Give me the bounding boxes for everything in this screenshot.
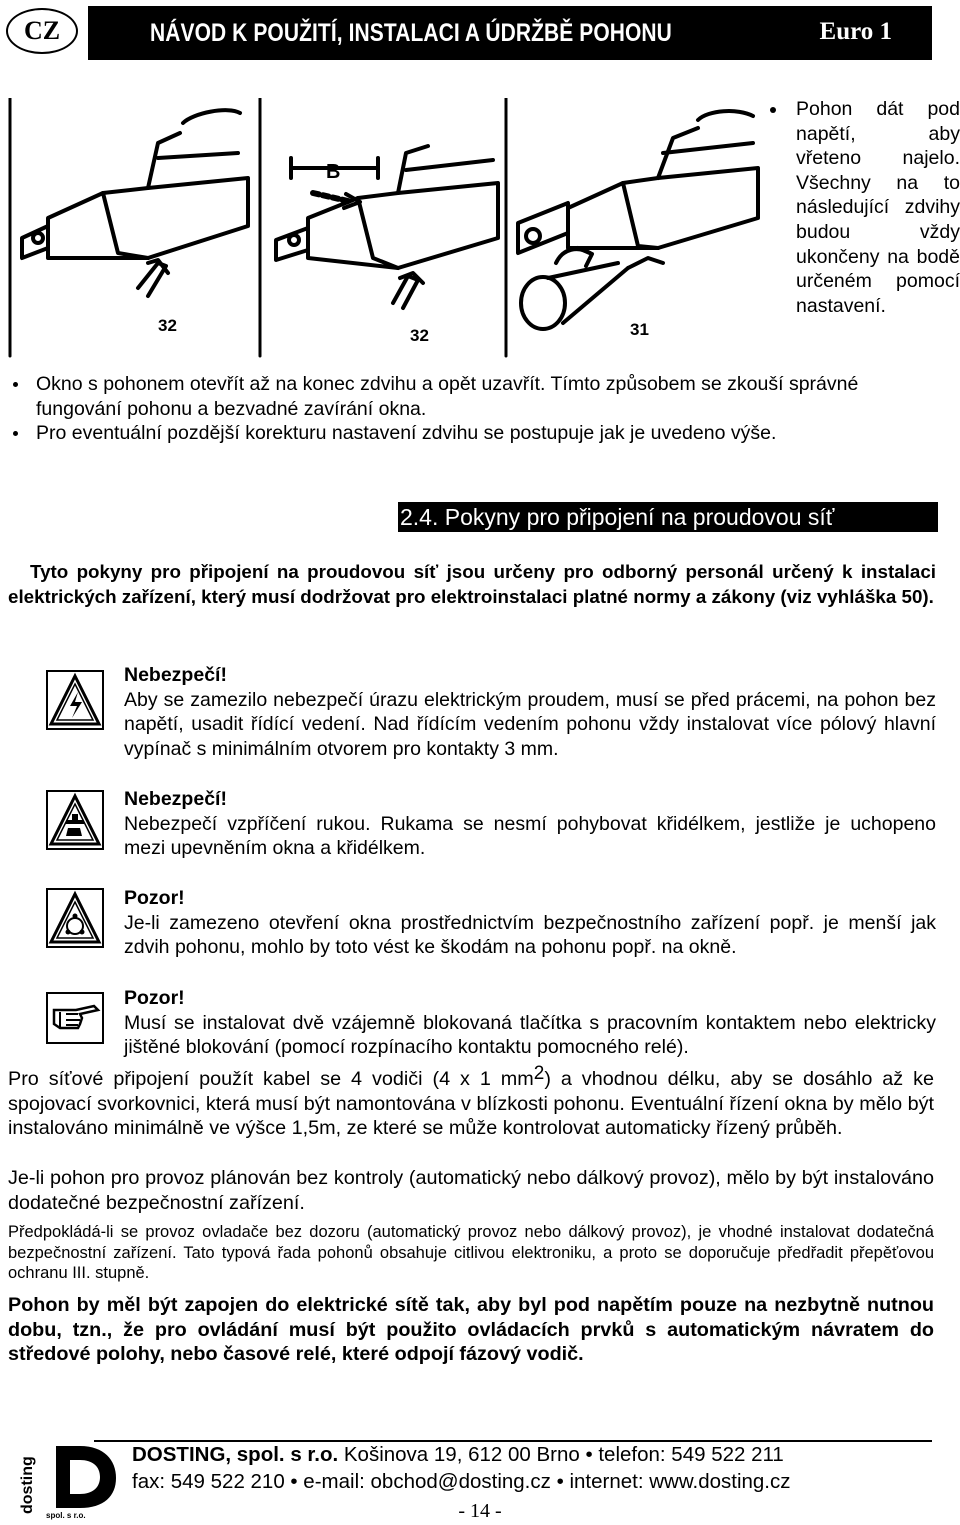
- distance-label-b: B: [326, 161, 341, 183]
- actuator-drawing: [8, 98, 760, 360]
- footer-company: DOSTING, spol. s r.o.: [132, 1443, 339, 1466]
- damage-warning-icon: [46, 888, 104, 948]
- cable-paragraph: [8, 1063, 934, 1141]
- warning-text: Je-li zamezeno otevření okna prostřednictvím bezpečnostního zařízení popř. je menší jak zdvih pohonu, mohlo by toto vést ke škodám na pohonu popř. na okně.: [124, 911, 936, 959]
- warning-title: Nebezpečí!: [124, 664, 227, 686]
- bullet-text: Okno s pohonem otevřít až na konec zdvihu a opět uzavřít. Tímto způsobem se zkouší správné fungování pohonu a bezvadné zavírání okna.: [36, 373, 859, 420]
- logo-wordmark: dosting: [19, 1456, 36, 1514]
- part-label-32b: 32: [410, 326, 429, 345]
- header-bar: [88, 6, 932, 60]
- power-connection-paragraph: Pohon by měl být zapojen do elektrické sítě tak, aby byl pod napětím pouze na nezbytně nutnou dobu, tzn., že pro ovládání musí být použito ovládacích prvků s automatickým návratem do středové polohy, nebo časové relé, které odpojí fázový vodič.: [8, 1294, 934, 1365]
- surge-protection-paragraph: Předpokládá-li se provoz ovladače bez dozoru (automatický provoz nebo dálkový provoz), je vhodné instalovat dodatečná bezpečnostní zařízení. Tato typová řada pohonů obsahuje citlivou elektroniku, a proto se doporučuje předřadit přepěťovou ochranu III. stupně.: [8, 1223, 934, 1282]
- section-heading: 2.4. Pokyny pro připojení na proudovou síť: [398, 502, 938, 532]
- warning-text: Musí se instalovat dvě vzájemně blokovaná tlačítka s pracovním kontaktem nebo elektricky jištěné blokování (pomocí rozpínacího kontaktu pomocného relé).: [124, 1011, 936, 1059]
- part-label-31: 31: [630, 320, 649, 339]
- right-bullet-text: Pohon dát pod napětí, aby vřeteno najelo. Všechny na to následující zdvihy budou vždy ukončeny na bodě určeném pomocí nastavení.: [796, 98, 960, 317]
- footer-address: [132, 1443, 784, 1467]
- bullet-dot: [13, 431, 18, 436]
- warning-title: Nebezpečí!: [124, 788, 227, 810]
- document-title: NÁVOD K POUŽITÍ, INSTALACI A ÚDRŽBĚ POHONU: [150, 19, 672, 47]
- product-model: Euro 1: [819, 18, 892, 45]
- bullet-dot: [13, 382, 18, 387]
- bullet-item-1: [36, 372, 936, 421]
- footer-rule: [94, 1440, 932, 1442]
- right-bullet: [770, 97, 960, 318]
- warning-electric: [124, 663, 936, 761]
- logo-subtitle: spol. s r.o.: [46, 1511, 86, 1520]
- bullet-item-2: [36, 421, 936, 446]
- footer-contact: fax: 549 522 210 • e-mail: obchod@dosting.cz • internet: www.dosting.cz: [132, 1470, 791, 1493]
- actuator-unit-2: [276, 146, 498, 308]
- actuator-unit-3: [518, 111, 758, 329]
- warning-interlock: [124, 986, 936, 1060]
- pointing-hand-icon: [46, 992, 104, 1044]
- part-label-32a: 32: [158, 316, 177, 335]
- warning-text: Nebezpečí vzpříčení rukou. Rukama se nesmí pohybovat křidélkem, jestliže je uchopeno mezi upevněním okna a křidélkem.: [124, 812, 936, 860]
- bullet-text: Pro eventuální pozdější korekturu nastavení zdvihu se postupuje jak je uvedeno výše.: [36, 422, 777, 444]
- page-number: - 14 -: [458, 1500, 502, 1522]
- footer-address-text: Košinova 19, 612 00 Brno • telefon: 549 522 211: [338, 1443, 784, 1466]
- cable-text-a: Pro síťové připojení použít kabel se 4 vodiči (4 x 1 mm: [8, 1068, 534, 1090]
- language-code: CZ: [23, 16, 61, 45]
- warning-text: Aby se zamezilo nebezpečí úrazu elektrickým proudem, musí se před prácemi, na pohon bez napětí, usadit řídící vedení. Nad řídícím vedením pohonu vždy instalovat více pólový hlavní vypínač s minimálním otvorem pro kontakty 3 mm.: [124, 688, 936, 760]
- warning-title: Pozor!: [124, 887, 185, 909]
- hand-crush-icon: [46, 790, 104, 850]
- bullet-dot: [770, 107, 776, 113]
- language-badge: [6, 8, 78, 54]
- warning-hand-crush: [124, 787, 936, 861]
- electric-hazard-icon: [46, 670, 104, 730]
- cable-text-b: ) a vhodnou délku, aby se dosáhlo až ke spojovací svorkovnici, která musí být namontována v blízkosti pohonu. Eventuální řízení okna by mělo být instalováno minimálně ve výšce 1,5m, ze které se může kontrolovat automaticky řízený průběh.: [8, 1068, 934, 1139]
- cable-superscript: 2: [533, 1063, 545, 1084]
- warning-title: Pozor!: [124, 987, 185, 1009]
- warning-damage: [124, 886, 936, 960]
- actuator-adjustment-figure: [8, 98, 760, 360]
- intro-paragraph: [8, 560, 936, 609]
- safety-device-paragraph: Je-li pohon pro provoz plánován bez kontroly (automatický nebo dálkový provoz), mělo by být instalováno dodatečné bezpečnostní zařízení.: [8, 1167, 934, 1214]
- actuator-unit-1: [22, 110, 248, 296]
- intro-text: Tyto pokyny pro připojení na proudovou síť jsou určeny pro odborný personál určený k instalaci elektrických zařízení, který musí dodržovat pro elektroinstalaci platné normy a zákony (viz vyhláška 50).: [8, 561, 936, 607]
